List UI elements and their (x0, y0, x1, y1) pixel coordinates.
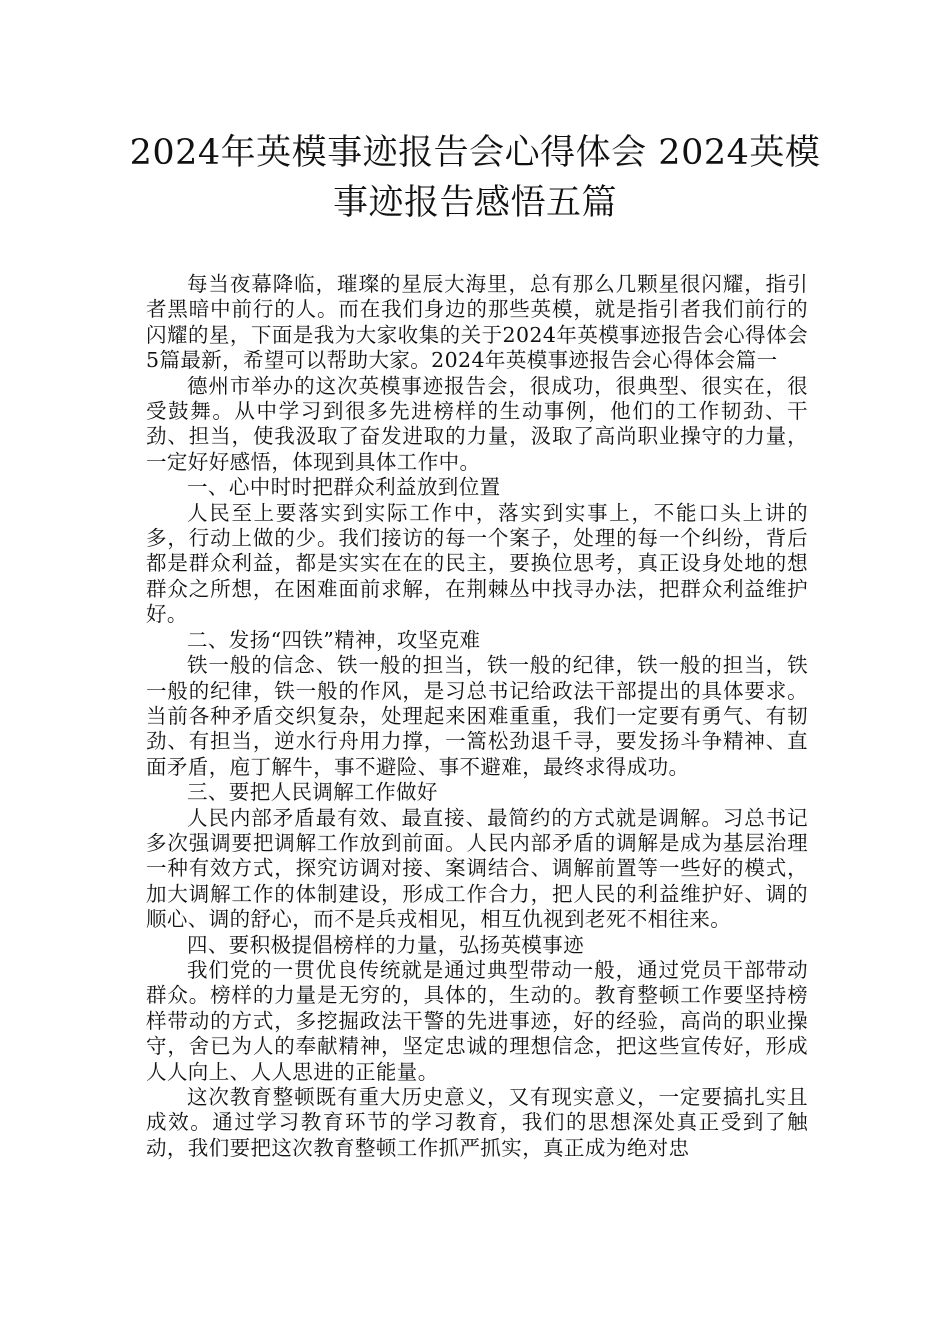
paragraph: 铁一般的信念、铁一般的担当，铁一般的纪律，铁一般的担当，铁一般的纪律，铁一般的作风，是习总书记给政法干部提出的具体要求。当前各种矛盾交织复杂，处理起来困难重重，我们一定要有勇气、有韧劲、有担当，逆水行舟用力撑，一篙松劲退千寻，要发扬斗争精神、直面矛盾，庖丁解牛，事不避险、事不避难，最终求得成功。 (146, 653, 808, 779)
section-heading: 三、要把人民调解工作做好 (187, 780, 438, 805)
paragraph-intro: 每当夜幕降临，璀璨的星辰大海里，总有那么几颗星很闪耀，指引者黑暗中前行的人。而在我们身边的那些英模，就是指引者我们前行的闪耀的星，下面是我为大家收集的关于2024年英模事迹报告会心得体会5篇最新，希望可以帮助大家。2024年英模事迹报告会心得体会篇一 (146, 272, 808, 373)
paragraph: 我们党的一贯优良传统就是通过典型带动一般，通过党员干部带动群众。榜样的力量是无穷的，具体的，生动的。教育整顿工作要坚持榜样带动的方式，多挖掘政法干警的先进事迹，好的经验，高尚的职业操守，舍已为人的奉献精神，坚定忠诚的理想信念，把这些宣传好，形成人人向上、人人思进的正能量。 (146, 957, 808, 1084)
document-title: 2024年英模事迹报告会心得体会 2024英模事迹报告感悟五篇 (129, 133, 821, 223)
paragraph: 人民内部矛盾最有效、最直接、最简约的方式就是调解。习总书记多次强调要把调解工作放到前面。人民内部矛盾的调解是成为基层治理一种有效方式，探究访调对接、案调结合、调解前置等一些好的模式，加大调解工作的体制建设，形成工作合力，把人民的利益维护好、调的顺心、调的舒心，而不是兵戎相见，相互仇视到老死不相往来。 (146, 805, 808, 932)
section-heading: 二、发扬“四铁”精神，攻坚克难 (187, 627, 481, 652)
document-body (146, 272, 808, 1161)
paragraph: 德州市举办的这次英模事迹报告会，很成功，很典型、很实在，很受鼓舞。从中学习到很多先进榜样的生动事例，他们的工作韧劲、干劲、担当，使我汲取了奋发进取的力量，汲取了高尚职业操守的力量，一定好好感悟，体现到具体工作中。 (146, 373, 808, 474)
paragraph: 人民至上要落实到实际工作中，落实到实事上，不能口头上讲的多，行动上做的少。我们接访的每一个案子，处理的每一个纠纷，背后都是群众利益，都是实实在在的民主，要换位思考，真正设身处地的想群众之所想，在困难面前求解，在荆棘丛中找寻办法，把群众利益维护好。 (146, 500, 808, 627)
paragraph: 这次教育整顿既有重大历史意义，又有现实意义，一定要搞扎实且成效。通过学习教育环节的学习教育，我们的思想深处真正受到了触动，我们要把这次教育整顿工作抓严抓实，真正成为绝对忠 (146, 1085, 808, 1160)
section-heading: 四、要积极提倡榜样的力量，弘扬英模事迹 (187, 932, 585, 957)
section-heading: 一、心中时时把群众利益放到位置 (187, 475, 501, 500)
